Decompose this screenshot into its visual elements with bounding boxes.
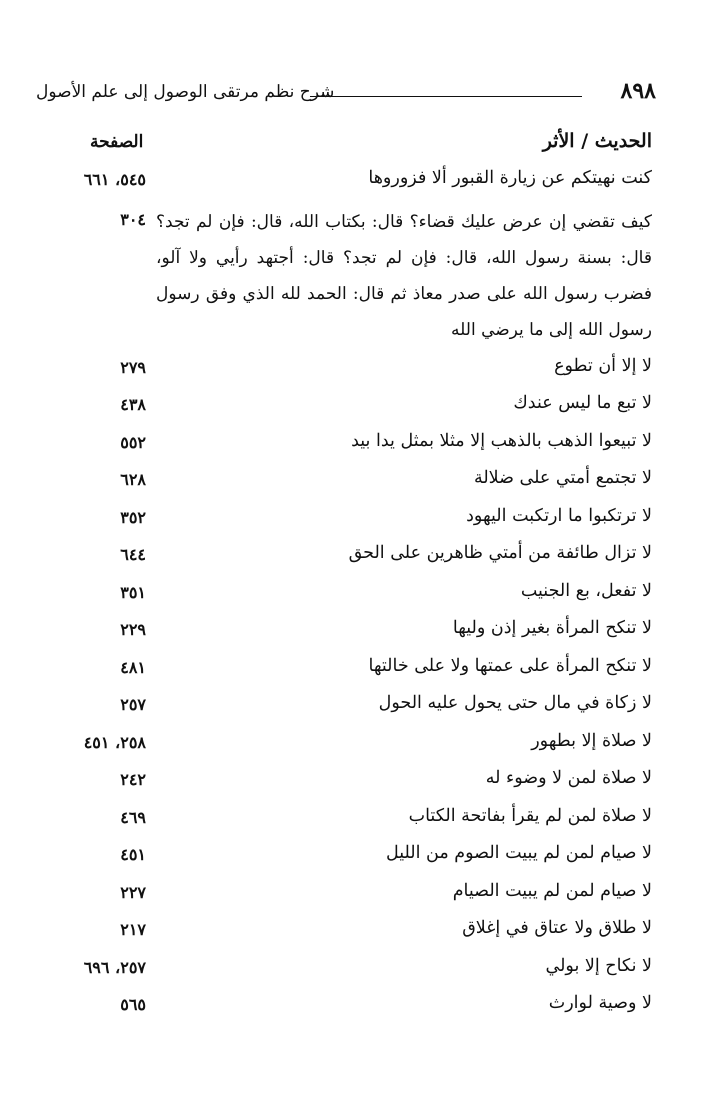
page-refs: ٢٥٨، ٤٥١ [83, 732, 146, 752]
column-headers [90, 130, 652, 160]
page-refs: ٥٥٢ [120, 432, 146, 452]
hadith-text: لا تفعل، بع الجنيب [520, 580, 652, 601]
index-entry [50, 614, 652, 652]
index-entry [50, 352, 652, 390]
hadith-text: لا صلاة لمن لا وضوء له [485, 768, 652, 788]
page-refs: ٢١٧ [120, 920, 146, 939]
hadith-text: لا زكاة في مال حتى يحول عليه الحول [378, 693, 652, 713]
page-refs: ٥٤٥، ٦٦١ [83, 170, 146, 189]
page-refs: ٢٥٧ [120, 695, 146, 714]
hadith-text: كنت نهيتكم عن زيارة القبور ألا فزوروها [368, 168, 652, 188]
index-entry [50, 464, 652, 502]
index-entry [50, 839, 652, 877]
running-header [36, 78, 656, 108]
page-refs: ٣٥٢ [120, 507, 146, 527]
hadith-text: لا تنكح المرأة على عمتها ولا على خالتها [368, 655, 652, 676]
page-refs: ٤٨١ [120, 657, 146, 677]
hadith-text: لا إلا أن تطوع [554, 355, 652, 376]
index-entry [50, 539, 652, 577]
hadith-text: لا وصية لوارث [548, 993, 652, 1013]
hadith-text: كيف تقضي إن عرض عليك قضاء؟ قال: بكتاب الله، قال: فإن لم تجد؟ قال: بسنة رسول الله، قال: فإن لم تجد؟ قال: أجتهد رأيي ولا آلو، فضرب رسول الله على صدر معاذ ثم قال: الحمد لله الذي وفق رسول رسول الله إلى ما يرضي الله [156, 211, 652, 340]
index-entry [50, 502, 652, 540]
hadith-index-list [50, 164, 652, 1027]
index-entry [50, 802, 652, 840]
index-entry [50, 877, 652, 915]
index-entry [50, 652, 652, 690]
page-refs: ٦٤٤ [120, 545, 146, 564]
page-column-header: الصفحة [90, 132, 144, 152]
hadith-text: لا صيام لمن لم يبيت الصيام [452, 880, 652, 901]
hadith-text: لا تزال طائفة من أمتي ظاهرين على الحق [348, 543, 652, 563]
page-refs: ٤٥١ [120, 845, 146, 864]
hadith-text: لا تبيعوا الذهب بالذهب إلا مثلا بمثل يدا بيد [351, 430, 652, 451]
page-refs: ٢٢٧ [120, 882, 146, 902]
page-refs: ٤٣٨ [120, 395, 146, 414]
hadith-text: لا نكاح إلا بولي [545, 955, 652, 976]
index-entry [50, 427, 652, 465]
page-refs: ٢٢٩ [120, 620, 146, 639]
hadith-text: لا صلاة إلا بطهور [531, 730, 652, 751]
index-entry [50, 689, 652, 727]
page-number: ٨٩٨ [620, 78, 656, 104]
page-refs: ٦٢٨ [120, 470, 146, 489]
page-refs: ٢٤٢ [120, 770, 146, 789]
index-entry [50, 914, 652, 952]
hadith-text: لا طلاق ولا عتاق في إغلاق [462, 918, 652, 938]
hadith-text: لا تبع ما ليس عندك [513, 393, 652, 413]
index-entry [50, 989, 652, 1027]
index-entry [50, 389, 652, 427]
hadith-column-header: الحديث / الأثر [542, 130, 652, 152]
header-rule [310, 96, 582, 97]
index-entry [50, 727, 652, 765]
hadith-text: لا ترتكبوا ما ارتكبت اليهود [466, 505, 652, 526]
index-entry [50, 164, 652, 202]
hadith-text: لا تنكح المرأة بغير إذن وليها [452, 618, 652, 638]
index-entry [50, 952, 652, 990]
hadith-text: لا تجتمع أمتي على ضلالة [473, 468, 652, 488]
page-refs: ٢٥٧، ٦٩٦ [83, 957, 146, 977]
book-title: شرح نظم مرتقى الوصول إلى علم الأصول [36, 82, 335, 102]
index-entry [50, 202, 652, 352]
hadith-text: لا صيام لمن لم يبيت الصوم من الليل [385, 843, 652, 863]
page-refs: ٣٥١ [120, 582, 146, 602]
page-refs: ٢٧٩ [120, 357, 146, 377]
page-refs: ٣٠٤ [120, 209, 146, 229]
index-entry [50, 577, 652, 615]
page-refs: ٥٦٥ [120, 995, 146, 1014]
hadith-text: لا صلاة لمن لم يقرأ بفاتحة الكتاب [408, 805, 652, 826]
page-refs: ٤٦٩ [120, 807, 146, 827]
index-entry [50, 764, 652, 802]
